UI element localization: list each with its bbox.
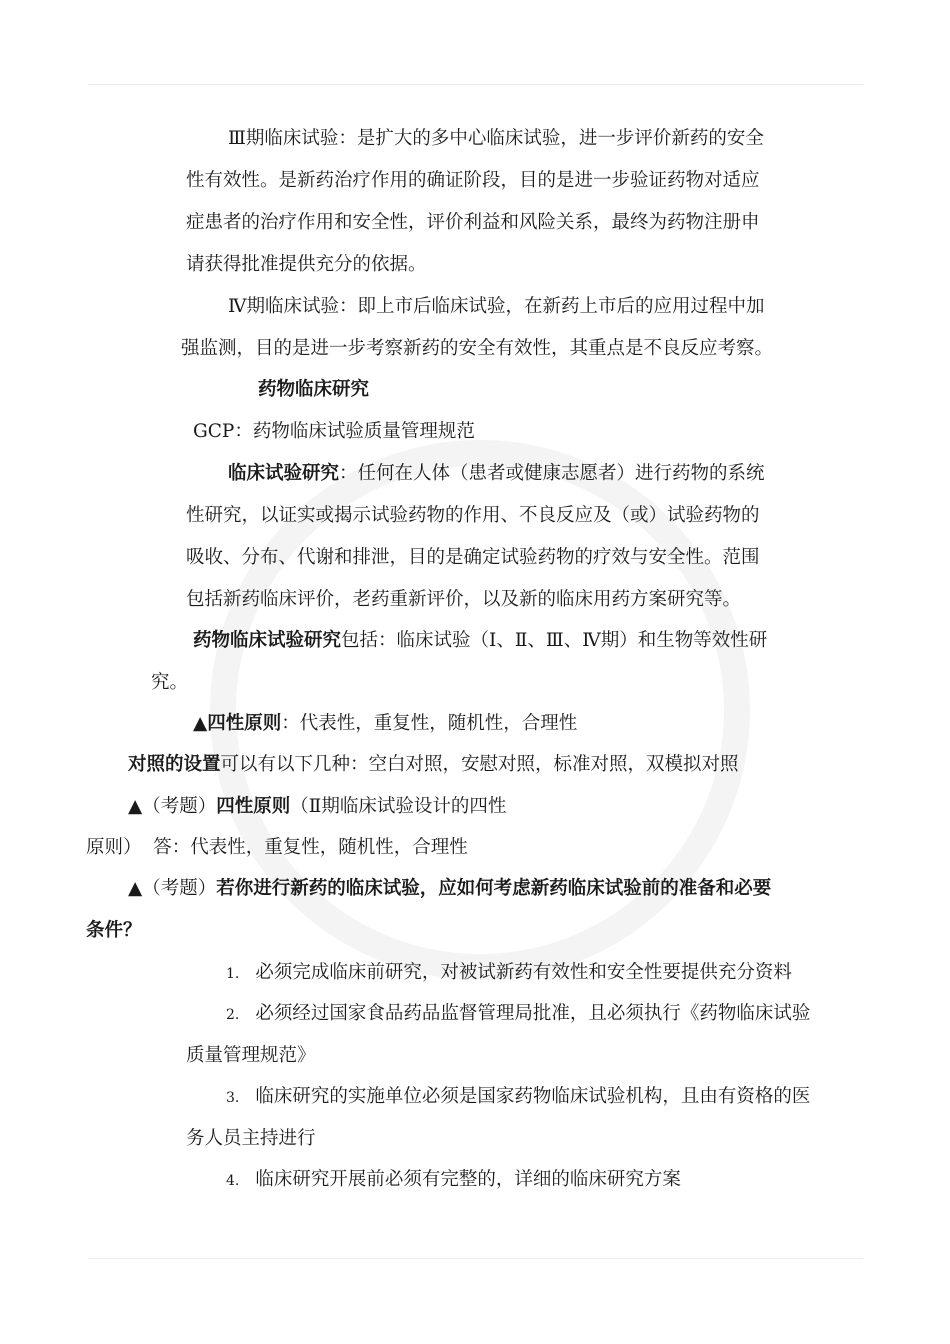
phase3-line2: 性有效性。是新药治疗作用的确证阶段，目的是进一步验证药物对适应 — [186, 170, 760, 191]
drug-trial-term: 药物临床试验研究 — [193, 630, 342, 651]
clinical-research-line3: 吸收、分布、代谢和排泄，目的是确定试验药物的疗效与安全性。范围 — [186, 547, 760, 568]
phase4-line1: Ⅳ期临床试验：即上市后临床试验，在新药上市后的应用过程中加 — [228, 296, 765, 317]
exam1-rest: （Ⅱ期临床试验设计的四性 — [290, 796, 507, 817]
header-rule — [88, 84, 863, 85]
condition-3-line1 — [226, 1084, 810, 1111]
condition-1-number: 1. — [226, 966, 240, 982]
clinical-research-term: 临床试验研究 — [228, 463, 340, 484]
exam1-term: 四性原则 — [216, 796, 291, 817]
control-setup-term: 对照的设置 — [128, 754, 221, 775]
condition-3-line2: 务人员主持进行 — [186, 1128, 316, 1149]
section-title: 药物临床研究 — [258, 379, 370, 400]
clinical-research-line1 — [228, 461, 765, 487]
clinical-research-line2: 性研究，以证实或揭示试验药物的作用、不良反应及（或）试验药物的 — [186, 505, 760, 526]
exam1-line2: 原则） 答：代表性，重复性，随机性，合理性 — [86, 837, 468, 858]
phase3-line4: 请获得批准提供充分的依据。 — [186, 254, 427, 275]
phase3-line3: 症患者的治疗作用和安全性，评价利益和风险关系，最终为药物注册申 — [186, 212, 760, 233]
exam2-line2: 条件？ — [86, 920, 142, 941]
drug-trial-line1 — [193, 628, 767, 654]
phase3-line1: Ⅲ期临床试验：是扩大的多中心临床试验，进一步评价新药的安全 — [228, 128, 764, 149]
condition-2-line2: 质量管理规范》 — [186, 1045, 316, 1066]
four-principles-line — [193, 711, 577, 737]
condition-2-text: 必须经过国家食品药品监督管理局批准，且必须执行《药物临床试验 — [255, 1003, 811, 1024]
condition-3-number: 3. — [226, 1090, 240, 1106]
condition-1-text: 必须完成临床前研究，对被试新药有效性和安全性要提供充分资料 — [255, 962, 792, 983]
control-setup-rest: 可以有以下几种：空白对照，安慰对照，标准对照，双模拟对照 — [220, 754, 739, 775]
drug-trial-line2: 究。 — [151, 672, 189, 693]
exam1-line1 — [128, 794, 506, 820]
gcp-definition: GCP：药物临床试验质量管理规范 — [193, 421, 475, 442]
condition-4-text: 临床研究开展前必须有完整的，详细的临床研究方案 — [255, 1169, 681, 1190]
exam2-line1 — [128, 876, 771, 902]
condition-1-line1 — [226, 960, 792, 987]
control-setup-line — [128, 752, 739, 778]
condition-4-line1 — [226, 1167, 681, 1194]
exam1-prefix: ▲（考题） — [128, 796, 217, 817]
four-principles-rest: ：代表性，重复性，随机性，合理性 — [281, 713, 578, 734]
phase4-line2: 强监测，目的是进一步考察新药的安全有效性，其重点是不良反应考察。 — [181, 338, 774, 359]
exam2-question: 若你进行新药的临床试验，应如何考虑新药临床试验前的准备和必要 — [216, 878, 772, 899]
condition-2-number: 2. — [226, 1007, 240, 1023]
four-principles-term: ▲四性原则 — [193, 713, 282, 734]
clinical-research-line1-rest: ：任何在人体（患者或健康志愿者）进行药物的系统 — [339, 463, 765, 484]
exam2-prefix: ▲（考题） — [128, 878, 217, 899]
clinical-research-line4: 包括新药临床评价，老药重新评价，以及新的临床用药方案研究等。 — [186, 589, 742, 610]
condition-2-line1 — [226, 1001, 810, 1028]
condition-4-number: 4. — [226, 1173, 240, 1189]
footer-rule — [88, 1258, 863, 1259]
condition-3-text: 临床研究的实施单位必须是国家药物临床试验机构，且由有资格的医 — [255, 1086, 811, 1107]
drug-trial-line1-rest: 包括：临床试验（Ⅰ、Ⅱ、Ⅲ、Ⅳ期）和生物等效性研 — [341, 630, 768, 651]
